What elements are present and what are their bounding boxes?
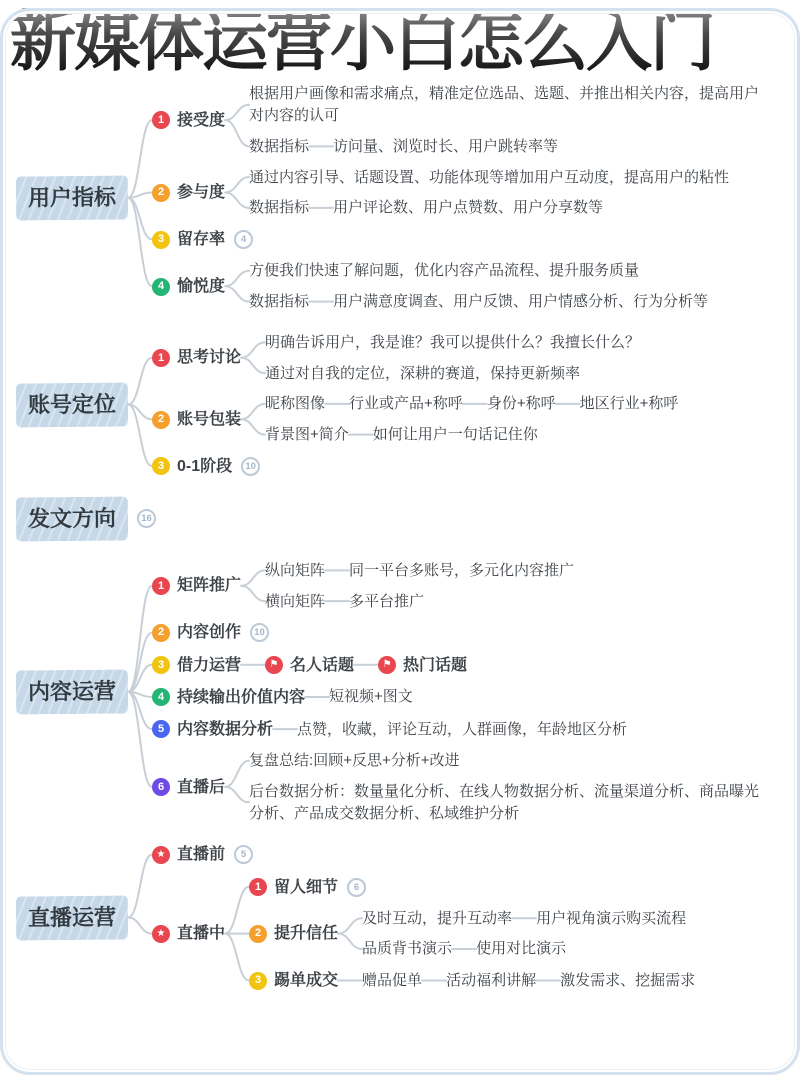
children-group <box>362 908 686 961</box>
mindmap-row <box>249 291 708 313</box>
mindmap-row <box>152 654 769 677</box>
node-label: 提升信任 <box>274 925 339 943</box>
node-label: 踢单成交 <box>274 972 339 990</box>
node-label: 通过对自我的定位，深耕的赛道，保持更新频率 <box>265 364 581 382</box>
mindmap-row <box>265 591 574 613</box>
children-group <box>476 938 566 960</box>
topic-node[interactable] <box>16 176 128 220</box>
text-node[interactable] <box>362 938 452 960</box>
children-group <box>333 197 603 219</box>
mindmap-row <box>16 560 769 825</box>
mindmap-row <box>373 424 538 446</box>
mindmap-row <box>249 197 729 219</box>
text-node[interactable] <box>560 970 695 992</box>
branch-node[interactable] <box>152 654 241 677</box>
branch-node[interactable] <box>265 654 354 677</box>
node-label: 账号包装 <box>177 410 242 428</box>
children-group <box>249 876 695 993</box>
mindmap-row <box>152 455 678 478</box>
node-label: 借力运营 <box>177 656 242 674</box>
children-group <box>249 83 769 157</box>
node-label: 根据用户画像和需求痛点，精准定位选品、选题、并推出相关内容，提高用户对内容的认可 <box>249 85 760 125</box>
number-badge: 3 <box>152 656 170 674</box>
text-node[interactable] <box>446 970 536 992</box>
node-label: 方便我们快速了解问题，优化内容产品流程、提升服务质量 <box>249 262 640 280</box>
collapsed-count-badge[interactable]: 5 <box>234 845 253 864</box>
children-group <box>349 393 678 415</box>
number-badge: 2 <box>152 184 170 202</box>
branch-node[interactable] <box>152 346 241 369</box>
branch-node[interactable] <box>152 109 225 132</box>
page-title: 新媒体运营小白怎么入门 <box>10 8 794 75</box>
collapsed-count-badge[interactable]: 4 <box>234 230 253 249</box>
flag-icon: ⚑ <box>265 656 283 674</box>
node-label: 内容创作 <box>177 624 242 642</box>
branch-node[interactable] <box>152 621 269 644</box>
node-label: 直播后 <box>177 778 226 796</box>
node-label: 品质背书演示 <box>362 940 453 958</box>
text-node[interactable] <box>333 136 558 158</box>
number-badge: 2 <box>152 624 170 642</box>
mindmap-row <box>265 560 574 582</box>
node-label: 通过内容引导、话题设置、功能体现等增加用户互动度，提高用户的粘性 <box>249 168 730 186</box>
mindmap-row <box>265 393 678 415</box>
number-badge: 2 <box>152 411 170 429</box>
mindmap-row <box>152 332 678 385</box>
children-group <box>560 970 695 992</box>
collapsed-count-badge[interactable]: 10 <box>250 623 269 642</box>
collapsed-count-badge[interactable]: 6 <box>347 878 366 897</box>
number-badge: 4 <box>152 688 170 706</box>
children-group <box>362 970 695 992</box>
branch-node[interactable] <box>152 843 253 866</box>
text-node[interactable] <box>329 686 413 708</box>
node-label: 使用对比演示 <box>476 940 567 958</box>
node-label: 愉悦度 <box>177 277 226 295</box>
mindmap-row <box>476 938 566 960</box>
node-label: 短视频+图文 <box>329 688 413 706</box>
number-badge: 3 <box>249 972 267 990</box>
mindmap-row <box>249 908 695 961</box>
text-node[interactable] <box>373 424 538 446</box>
children-group <box>249 260 708 313</box>
branch-node[interactable] <box>152 574 241 597</box>
node-label: 数据指标 <box>249 199 310 217</box>
mindmap-row <box>349 393 678 415</box>
text-node[interactable] <box>349 393 463 415</box>
branch-node[interactable] <box>152 228 253 251</box>
node-label: 如何让用户一句话记住你 <box>372 426 538 443</box>
children-group <box>333 136 558 158</box>
node-label: 多平台推广 <box>349 592 425 610</box>
mindmap-row <box>333 197 603 219</box>
branch-node[interactable] <box>152 275 225 298</box>
node-label: 留人细节 <box>274 878 339 896</box>
node-label: 活动福利讲解 <box>446 971 537 989</box>
mindmap-row <box>152 228 769 251</box>
mindmap-row <box>487 393 679 415</box>
children-group <box>249 167 729 220</box>
collapsed-count-badge[interactable]: 10 <box>241 457 260 476</box>
mindmap-row <box>249 750 769 772</box>
text-node[interactable] <box>297 719 627 741</box>
children-group <box>265 332 640 385</box>
branch-node[interactable] <box>152 455 260 478</box>
mindmap-row <box>152 876 695 993</box>
branch-node[interactable] <box>249 876 366 899</box>
node-label: 直播中 <box>177 925 226 943</box>
mindmap-row <box>16 843 695 992</box>
text-node[interactable] <box>265 591 325 613</box>
mindmap-row <box>333 291 708 313</box>
text-node[interactable] <box>333 291 708 313</box>
mindmap-row <box>249 136 769 158</box>
mindmap-row <box>265 332 640 354</box>
children-group <box>378 654 467 677</box>
node-label: 用户评论数、用户点赞数、用户分享数等 <box>333 199 604 217</box>
mindmap-row <box>152 686 769 709</box>
node-label: 背景图+简介 <box>265 426 349 443</box>
mindmap-row <box>249 876 695 899</box>
node-label: 用户指标 <box>16 176 128 221</box>
node-label: 数据指标 <box>249 293 310 310</box>
node-label: 纵向矩阵 <box>265 561 326 579</box>
number-badge: 1 <box>152 349 170 367</box>
mindmap-row <box>362 970 695 992</box>
mindmap-row <box>329 686 413 708</box>
node-label: 接受度 <box>177 111 226 129</box>
number-badge: 3 <box>152 231 170 249</box>
topic-node[interactable] <box>16 896 128 940</box>
mindmap-row <box>16 332 678 478</box>
text-node[interactable] <box>362 970 422 992</box>
number-badge: 6 <box>152 778 170 796</box>
branch-node[interactable] <box>249 969 338 992</box>
text-node[interactable] <box>476 938 566 960</box>
mindmap-row <box>536 908 686 930</box>
node-label: 访问量、浏览时长、用户跳转率等 <box>333 137 559 155</box>
node-label: 思考讨论 <box>177 349 242 367</box>
children-group <box>265 654 467 677</box>
mindmap-row <box>152 560 769 613</box>
mindmap-row <box>152 83 769 157</box>
mindmap-row <box>152 167 769 220</box>
node-label: 内容数据分析 <box>177 720 274 738</box>
mindmap-row <box>333 136 558 158</box>
branch-node[interactable] <box>249 922 338 945</box>
number-badge: 1 <box>152 111 170 129</box>
text-node[interactable] <box>249 197 309 219</box>
star-icon: ★ <box>152 925 170 943</box>
mindmap-row <box>249 969 695 992</box>
branch-node[interactable] <box>152 776 225 799</box>
node-label: 明确告诉用户，我是谁？我可以提供什么？我擅长什么？ <box>265 333 641 351</box>
children-group <box>487 393 679 415</box>
text-node[interactable] <box>349 591 424 613</box>
mindmap-row <box>349 591 424 613</box>
text-node[interactable] <box>265 393 325 415</box>
node-label: 名人话题 <box>290 656 355 674</box>
children-group <box>333 291 708 313</box>
mindmap-row <box>560 970 695 992</box>
text-node[interactable] <box>249 260 639 282</box>
mindmap-row <box>446 970 695 992</box>
mindmap-row <box>249 167 729 189</box>
node-label: 留存率 <box>177 231 226 249</box>
number-badge: 3 <box>152 457 170 475</box>
node-label: 用户满意度调查、用户反馈、用户情感分析、行为分析等 <box>333 293 709 310</box>
text-node[interactable] <box>249 291 309 313</box>
mindmap-row <box>16 497 156 541</box>
flag-icon: ⚑ <box>378 656 396 674</box>
mindmap-row <box>580 393 679 415</box>
topic-node[interactable] <box>16 383 128 427</box>
mindmap <box>0 77 800 992</box>
node-label: 同一平台多账号，多元化内容推广 <box>349 561 575 579</box>
text-node[interactable] <box>249 83 769 127</box>
node-label: 热门话题 <box>403 656 468 674</box>
number-badge: 2 <box>249 925 267 943</box>
branch-node[interactable] <box>152 922 225 945</box>
text-node[interactable] <box>265 424 349 446</box>
node-label: 直播运营 <box>16 895 128 940</box>
text-node[interactable] <box>265 332 640 354</box>
node-label: 内容运营 <box>16 670 128 715</box>
mindmap-row <box>378 654 467 677</box>
children-group <box>249 750 769 824</box>
children-group <box>580 393 679 415</box>
mindmap-row <box>152 843 695 866</box>
node-label: 及时互动，提升互动率 <box>362 909 513 927</box>
text-node[interactable] <box>265 560 325 582</box>
node-label: 持续输出价值内容 <box>177 688 306 706</box>
text-node[interactable] <box>249 781 769 825</box>
mindmap-row <box>152 718 769 741</box>
children-group <box>265 560 574 613</box>
node-label: 身份+称呼 <box>486 395 556 413</box>
topic-node[interactable] <box>16 670 128 714</box>
mindmap-row <box>16 83 769 312</box>
text-node[interactable] <box>333 197 603 219</box>
number-badge: 1 <box>249 878 267 896</box>
text-node[interactable] <box>536 908 686 930</box>
node-label: 0-1阶段 <box>177 457 233 475</box>
children-group <box>265 393 678 446</box>
text-node[interactable] <box>249 750 459 772</box>
children-group <box>329 686 413 708</box>
mindmap-row <box>362 908 686 930</box>
node-label: 激发需求、挖掘需求 <box>560 971 696 989</box>
children-group <box>152 843 695 992</box>
node-label: 行业或产品+称呼 <box>349 395 463 413</box>
children-group <box>349 591 424 613</box>
mindmap-row <box>249 781 769 825</box>
children-group <box>152 332 678 478</box>
branch-node[interactable] <box>378 654 467 677</box>
node-label: 复盘总结:回顾+反思+分析+改进 <box>249 752 460 770</box>
node-label: 地区行业+称呼 <box>579 395 679 413</box>
text-node[interactable] <box>580 393 679 415</box>
children-group <box>297 719 627 741</box>
node-label: 点赞，收藏，评论互动，人群画像，年龄地区分析 <box>297 720 628 738</box>
node-label: 账号定位 <box>16 382 128 427</box>
text-node[interactable] <box>249 136 309 158</box>
mindmap-row <box>265 654 467 677</box>
mindmap-row <box>152 393 678 446</box>
children-group <box>446 970 695 992</box>
mindmap-row <box>297 719 627 741</box>
node-label: 横向矩阵 <box>265 592 326 610</box>
text-node[interactable] <box>265 363 580 385</box>
branch-node[interactable] <box>152 408 241 431</box>
node-label: 赠品促单 <box>362 971 423 989</box>
children-group <box>152 83 769 312</box>
branch-node[interactable] <box>152 718 273 741</box>
mindmap-row <box>265 363 640 385</box>
node-label: 昵称图像 <box>265 395 326 413</box>
text-node[interactable] <box>349 560 574 582</box>
mindmap-row <box>362 938 686 960</box>
branch-node[interactable] <box>152 181 225 204</box>
children-group <box>349 560 574 582</box>
children-group <box>152 560 769 825</box>
mindmap-row <box>249 83 769 127</box>
mindmap-row <box>152 260 769 313</box>
node-label: 用户视角演示购买流程 <box>536 909 687 927</box>
node-label: 直播前 <box>177 846 226 864</box>
text-node[interactable] <box>362 908 512 930</box>
mindmap-row <box>265 424 678 446</box>
number-badge: 4 <box>152 278 170 296</box>
branch-node[interactable] <box>152 686 305 709</box>
children-group <box>536 908 686 930</box>
mindmap-row <box>152 750 769 824</box>
star-icon: ★ <box>152 846 170 864</box>
mindmap-row <box>349 560 574 582</box>
number-badge: 5 <box>152 720 170 738</box>
node-label: 数据指标 <box>249 137 310 155</box>
topic-node[interactable] <box>16 497 156 541</box>
node-label: 后台数据分析：数量量化分析、在线人物数据分析、流量渠道分析、商品曝光分析、产品成交数据分析、私域维护分析 <box>249 782 760 822</box>
collapsed-count-badge[interactable]: 16 <box>137 509 156 528</box>
mindmap-row <box>249 260 708 282</box>
node-label: 参与度 <box>177 184 226 202</box>
children-group <box>373 424 538 446</box>
text-node[interactable] <box>487 393 556 415</box>
node-label: 发文方向 <box>16 496 128 541</box>
node-label: 矩阵推广 <box>177 577 242 595</box>
mindmap-row <box>152 621 769 644</box>
text-node[interactable] <box>249 167 729 189</box>
number-badge: 1 <box>152 577 170 595</box>
